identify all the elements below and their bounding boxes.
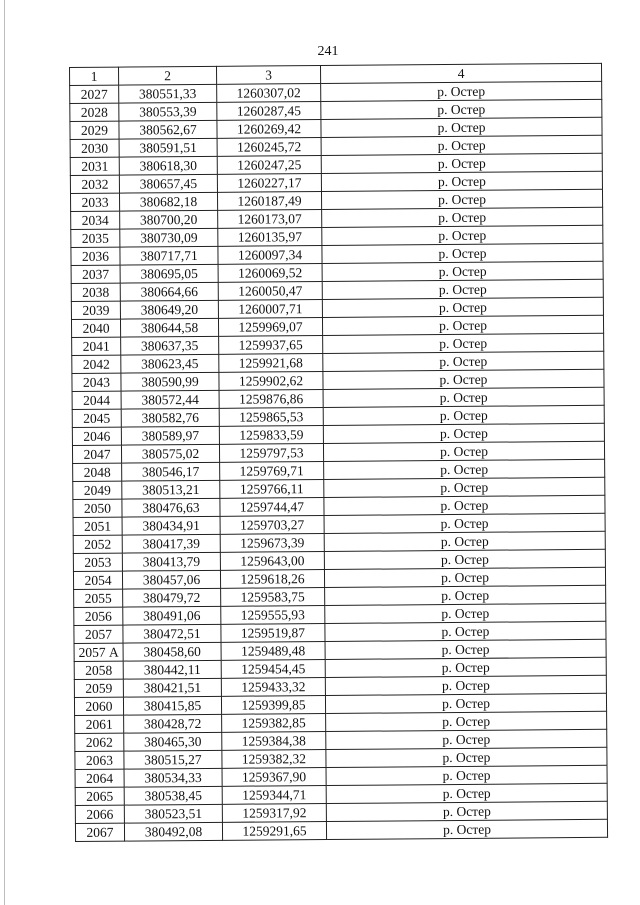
point-number-cell: 2035 xyxy=(71,229,120,247)
point-number-cell: 2067 xyxy=(75,823,124,841)
x-coordinate-cell: 380695,05 xyxy=(120,264,218,283)
x-coordinate-cell: 380657,45 xyxy=(119,174,217,193)
description-cell: р. Остер xyxy=(322,297,603,317)
point-number-cell: 2044 xyxy=(72,391,121,409)
description-cell: р. Остер xyxy=(325,603,606,623)
x-coordinate-cell: 380582,76 xyxy=(121,408,219,427)
table-row xyxy=(75,819,607,841)
description-cell: р. Остер xyxy=(324,513,605,533)
point-number-cell: 2038 xyxy=(71,283,120,301)
description-cell: р. Остер xyxy=(324,567,605,587)
point-number-cell: 2041 xyxy=(72,337,121,355)
description-cell: р. Остер xyxy=(321,135,602,155)
y-coordinate-cell: 1259673,39 xyxy=(220,534,324,553)
coordinates-table-container xyxy=(69,63,607,842)
point-number-cell: 2051 xyxy=(73,517,122,535)
description-cell: р. Остер xyxy=(324,495,605,515)
description-cell: р. Остер xyxy=(326,765,607,785)
x-coordinate-cell: 380417,39 xyxy=(122,534,220,553)
description-cell: р. Остер xyxy=(322,207,603,227)
point-number-cell: 2061 xyxy=(75,715,124,733)
y-coordinate-cell: 1259454,45 xyxy=(221,660,325,679)
point-number-cell: 2060 xyxy=(74,697,123,715)
y-coordinate-cell: 1260187,49 xyxy=(217,192,321,211)
point-number-cell: 2055 xyxy=(74,589,123,607)
point-number-cell: 2049 xyxy=(73,481,122,499)
point-number-cell: 2058 xyxy=(74,661,123,679)
description-cell: р. Остер xyxy=(323,441,604,461)
x-coordinate-cell: 380546,17 xyxy=(122,462,220,481)
y-coordinate-cell: 1259969,07 xyxy=(218,318,322,337)
x-coordinate-cell: 380562,67 xyxy=(119,120,217,139)
description-cell: р. Остер xyxy=(326,783,607,803)
description-cell: р. Остер xyxy=(325,639,606,659)
x-coordinate-cell: 380717,71 xyxy=(120,246,218,265)
x-coordinate-cell: 380730,09 xyxy=(120,228,218,247)
point-number-cell: 2039 xyxy=(71,301,120,319)
x-coordinate-cell: 380442,11 xyxy=(123,660,221,679)
description-cell: р. Остер xyxy=(321,117,602,137)
point-number-cell: 2037 xyxy=(71,265,120,283)
column-header-1: 1 xyxy=(70,67,119,85)
description-cell: р. Остер xyxy=(322,225,603,245)
column-header-2: 2 xyxy=(119,66,217,85)
y-coordinate-cell: 1259865,53 xyxy=(219,408,323,427)
y-coordinate-cell: 1260007,71 xyxy=(218,300,322,319)
x-coordinate-cell: 380553,39 xyxy=(119,102,217,121)
y-coordinate-cell: 1259766,11 xyxy=(220,480,324,499)
x-coordinate-cell: 380590,99 xyxy=(121,372,219,391)
description-cell: р. Остер xyxy=(324,531,605,551)
point-number-cell: 2047 xyxy=(72,445,121,463)
y-coordinate-cell: 1260269,42 xyxy=(217,120,321,139)
description-cell: р. Остер xyxy=(323,405,604,425)
point-number-cell: 2059 xyxy=(74,679,123,697)
description-cell: р. Остер xyxy=(325,585,606,605)
point-number-cell: 2036 xyxy=(71,247,120,265)
x-coordinate-cell: 380428,72 xyxy=(124,714,222,733)
description-cell: р. Остер xyxy=(321,189,602,209)
y-coordinate-cell: 1259344,71 xyxy=(222,786,326,805)
point-number-cell: 2043 xyxy=(72,373,121,391)
x-coordinate-cell: 380618,30 xyxy=(119,156,217,175)
description-cell: р. Остер xyxy=(321,81,602,101)
x-coordinate-cell: 380457,06 xyxy=(122,570,220,589)
point-number-cell: 2031 xyxy=(70,157,119,175)
x-coordinate-cell: 380572,44 xyxy=(121,390,219,409)
y-coordinate-cell: 1259937,65 xyxy=(219,336,323,355)
x-coordinate-cell: 380538,45 xyxy=(124,786,222,805)
description-cell: р. Остер xyxy=(326,819,607,839)
y-coordinate-cell: 1259399,85 xyxy=(221,696,325,715)
y-coordinate-cell: 1259384,38 xyxy=(222,732,326,751)
x-coordinate-cell: 380415,85 xyxy=(123,696,221,715)
x-coordinate-cell: 380479,72 xyxy=(123,588,221,607)
x-coordinate-cell: 380472,51 xyxy=(123,624,221,643)
point-number-cell: 2042 xyxy=(72,355,121,373)
y-coordinate-cell: 1259902,62 xyxy=(219,372,323,391)
x-coordinate-cell: 380515,27 xyxy=(124,750,222,769)
point-number-cell: 2066 xyxy=(75,805,124,823)
y-coordinate-cell: 1259833,59 xyxy=(219,426,323,445)
y-coordinate-cell: 1259367,90 xyxy=(222,768,326,787)
x-coordinate-cell: 380413,79 xyxy=(122,552,220,571)
x-coordinate-cell: 380700,20 xyxy=(120,210,218,229)
description-cell: р. Остер xyxy=(326,729,607,749)
point-number-cell: 2027 xyxy=(70,85,119,103)
x-coordinate-cell: 380637,35 xyxy=(121,336,219,355)
x-coordinate-cell: 380523,51 xyxy=(124,804,222,823)
point-number-cell: 2052 xyxy=(73,535,122,553)
description-cell: р. Остер xyxy=(323,423,604,443)
y-coordinate-cell: 1259744,47 xyxy=(220,498,324,517)
y-coordinate-cell: 1259876,86 xyxy=(219,390,323,409)
description-cell: р. Остер xyxy=(325,693,606,713)
x-coordinate-cell: 380434,91 xyxy=(122,516,220,535)
x-coordinate-cell: 380458,60 xyxy=(123,642,221,661)
x-coordinate-cell: 380644,58 xyxy=(120,318,218,337)
point-number-cell: 2050 xyxy=(73,499,122,517)
y-coordinate-cell: 1260135,97 xyxy=(218,228,322,247)
description-cell: р. Остер xyxy=(323,333,604,353)
description-cell: р. Остер xyxy=(326,747,607,767)
y-coordinate-cell: 1260287,45 xyxy=(217,102,321,121)
point-number-cell: 2033 xyxy=(70,193,119,211)
x-coordinate-cell: 380551,33 xyxy=(119,84,217,103)
x-coordinate-cell: 380491,06 xyxy=(123,606,221,625)
description-cell: р. Остер xyxy=(325,675,606,695)
point-number-cell: 2032 xyxy=(70,175,119,193)
description-cell: р. Остер xyxy=(324,459,605,479)
point-number-cell: 2057 А xyxy=(74,643,123,661)
point-number-cell: 2034 xyxy=(71,211,120,229)
y-coordinate-cell: 1259618,26 xyxy=(220,570,324,589)
y-coordinate-cell: 1259433,32 xyxy=(221,678,325,697)
y-coordinate-cell: 1260069,52 xyxy=(218,264,322,283)
y-coordinate-cell: 1260050,47 xyxy=(218,282,322,301)
y-coordinate-cell: 1260227,17 xyxy=(217,174,321,193)
x-coordinate-cell: 380534,33 xyxy=(124,768,222,787)
description-cell: р. Остер xyxy=(324,477,605,497)
y-coordinate-cell: 1259382,32 xyxy=(222,750,326,769)
y-coordinate-cell: 1259291,65 xyxy=(222,822,326,841)
x-coordinate-cell: 380513,21 xyxy=(122,480,220,499)
description-cell: р. Остер xyxy=(325,621,606,641)
y-coordinate-cell: 1259769,71 xyxy=(220,462,324,481)
x-coordinate-cell: 380589,97 xyxy=(121,426,219,445)
point-number-cell: 2056 xyxy=(74,607,123,625)
description-cell: р. Остер xyxy=(326,801,607,821)
y-coordinate-cell: 1259317,92 xyxy=(222,804,326,823)
description-cell: р. Остер xyxy=(321,153,602,173)
description-cell: р. Остер xyxy=(321,171,602,191)
y-coordinate-cell: 1260307,02 xyxy=(217,84,321,103)
point-number-cell: 2048 xyxy=(73,463,122,481)
y-coordinate-cell: 1260247,25 xyxy=(217,156,321,175)
y-coordinate-cell: 1259583,75 xyxy=(221,588,325,607)
point-number-cell: 2062 xyxy=(75,733,124,751)
description-cell: р. Остер xyxy=(323,387,604,407)
description-cell: р. Остер xyxy=(322,261,603,281)
page-number: 241 xyxy=(317,44,339,59)
y-coordinate-cell: 1260245,72 xyxy=(217,138,321,157)
x-coordinate-cell: 380682,18 xyxy=(119,192,217,211)
y-coordinate-cell: 1259489,48 xyxy=(221,642,325,661)
y-coordinate-cell: 1259703,27 xyxy=(220,516,324,535)
coordinates-table xyxy=(69,63,608,842)
column-header-4: 4 xyxy=(320,63,601,83)
point-number-cell: 2040 xyxy=(71,319,120,337)
x-coordinate-cell: 380492,08 xyxy=(124,822,222,841)
point-number-cell: 2065 xyxy=(75,787,124,805)
x-coordinate-cell: 380623,45 xyxy=(121,354,219,373)
point-number-cell: 2045 xyxy=(72,409,121,427)
point-number-cell: 2030 xyxy=(70,139,119,157)
point-number-cell: 2046 xyxy=(72,427,121,445)
y-coordinate-cell: 1260173,07 xyxy=(218,210,322,229)
point-number-cell: 2057 xyxy=(74,625,123,643)
description-cell: р. Остер xyxy=(322,279,603,299)
point-number-cell: 2028 xyxy=(70,103,119,121)
x-coordinate-cell: 380575,02 xyxy=(121,444,219,463)
y-coordinate-cell: 1259643,00 xyxy=(220,552,324,571)
point-number-cell: 2063 xyxy=(75,751,124,769)
x-coordinate-cell: 380649,20 xyxy=(120,300,218,319)
description-cell: р. Остер xyxy=(326,711,607,731)
description-cell: р. Остер xyxy=(325,657,606,677)
x-coordinate-cell: 380664,66 xyxy=(120,282,218,301)
description-cell: р. Остер xyxy=(323,369,604,389)
y-coordinate-cell: 1260097,34 xyxy=(218,246,322,265)
description-cell: р. Остер xyxy=(322,243,603,263)
point-number-cell: 2064 xyxy=(75,769,124,787)
description-cell: р. Остер xyxy=(321,99,602,119)
y-coordinate-cell: 1259921,68 xyxy=(219,354,323,373)
y-coordinate-cell: 1259797,53 xyxy=(219,444,323,463)
y-coordinate-cell: 1259519,87 xyxy=(221,624,325,643)
column-header-3: 3 xyxy=(216,66,320,85)
x-coordinate-cell: 380421,51 xyxy=(123,678,221,697)
description-cell: р. Остер xyxy=(324,549,605,569)
x-coordinate-cell: 380476,63 xyxy=(122,498,220,517)
x-coordinate-cell: 380465,30 xyxy=(124,732,222,751)
point-number-cell: 2029 xyxy=(70,121,119,139)
description-cell: р. Остер xyxy=(322,315,603,335)
point-number-cell: 2053 xyxy=(73,553,122,571)
point-number-cell: 2054 xyxy=(73,571,122,589)
y-coordinate-cell: 1259382,85 xyxy=(222,714,326,733)
scan-margin-line xyxy=(4,0,5,905)
table-body xyxy=(70,81,608,841)
description-cell: р. Остер xyxy=(323,351,604,371)
y-coordinate-cell: 1259555,93 xyxy=(221,606,325,625)
x-coordinate-cell: 380591,51 xyxy=(119,138,217,157)
